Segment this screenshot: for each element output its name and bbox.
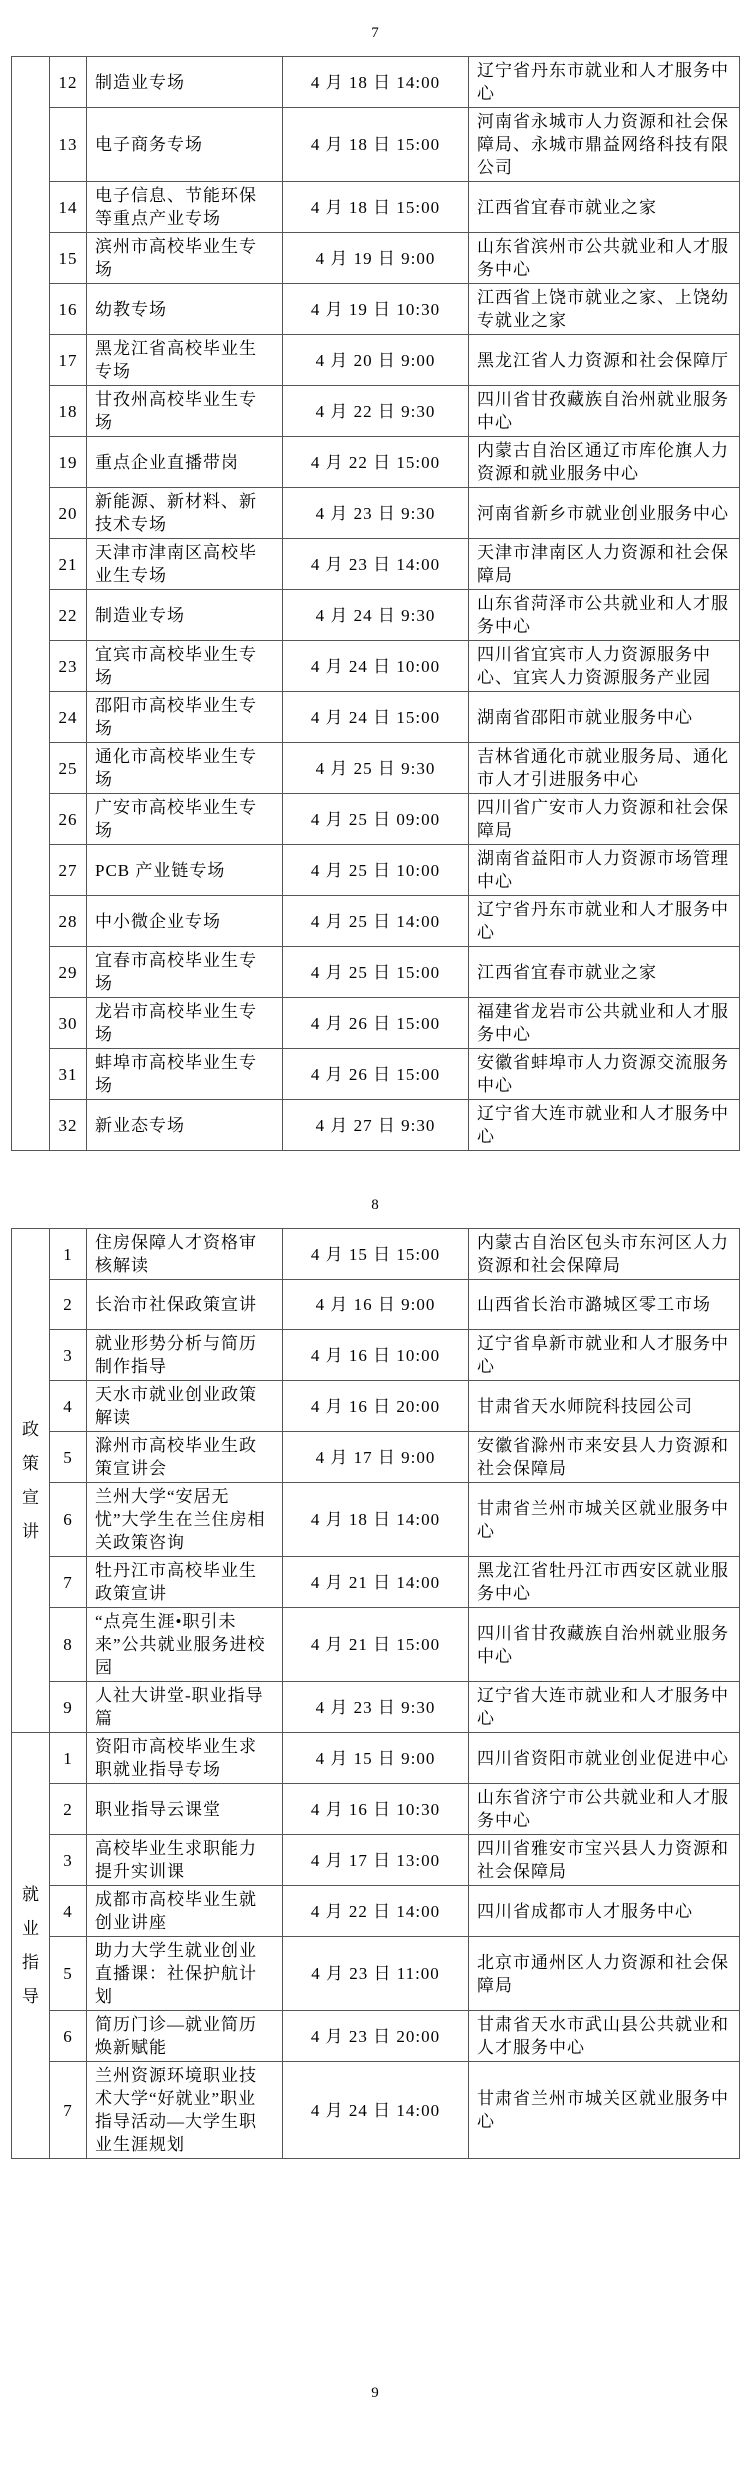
table-row	[12, 386, 740, 437]
table-row	[12, 590, 740, 641]
date-time-cell: 4 月 22 日 9:30	[283, 386, 469, 437]
table-row	[12, 896, 740, 947]
date-time-cell: 4 月 18 日 15:00	[283, 182, 469, 233]
page-number-8: 8	[371, 1197, 379, 1213]
table-row	[12, 108, 740, 182]
row-number-cell: 18	[50, 386, 87, 437]
activity-name-cell: 黑龙江省高校毕业生专场	[87, 335, 283, 386]
row-number-cell: 19	[50, 437, 87, 488]
organizer-cell: 山东省滨州市公共就业和人才服务中心	[469, 233, 740, 284]
date-time-cell: 4 月 24 日 10:00	[283, 641, 469, 692]
table-row	[12, 1733, 740, 1784]
date-time-cell: 4 月 24 日 14:00	[283, 2062, 469, 2159]
date-time-cell: 4 月 19 日 9:00	[283, 233, 469, 284]
activity-name-cell: 住房保障人才资格审核解读	[87, 1229, 283, 1280]
date-time-cell: 4 月 24 日 9:30	[283, 590, 469, 641]
table-row	[12, 998, 740, 1049]
date-time-cell: 4 月 21 日 15:00	[283, 1608, 469, 1682]
row-number-cell: 23	[50, 641, 87, 692]
organizer-cell: 北京市通州区人力资源和社会保障局	[469, 1937, 740, 2011]
row-number-cell: 15	[50, 233, 87, 284]
activity-name-cell: 资阳市高校毕业生求职就业指导专场	[87, 1733, 283, 1784]
date-time-cell: 4 月 26 日 15:00	[283, 1049, 469, 1100]
date-time-cell: 4 月 18 日 15:00	[283, 108, 469, 182]
table-row	[12, 1330, 740, 1381]
organizer-cell: 黑龙江省牡丹江市西安区就业服务中心	[469, 1557, 740, 1608]
table-row	[12, 1608, 740, 1682]
table-row	[12, 233, 740, 284]
date-time-cell: 4 月 26 日 15:00	[283, 998, 469, 1049]
date-time-cell: 4 月 16 日 9:00	[283, 1280, 469, 1330]
row-number-cell: 27	[50, 845, 87, 896]
date-time-cell: 4 月 23 日 9:30	[283, 488, 469, 539]
activity-name-cell: 高校毕业生求职能力提升实训课	[87, 1835, 283, 1886]
activity-name-cell: 制造业专场	[87, 57, 283, 108]
row-number-cell: 7	[50, 2062, 87, 2159]
table-row	[12, 1432, 740, 1483]
row-number-cell: 3	[50, 1330, 87, 1381]
organizer-cell: 内蒙古自治区包头市东河区人力资源和社会保障局	[469, 1229, 740, 1280]
table-row	[12, 488, 740, 539]
row-number-cell: 2	[50, 1280, 87, 1330]
date-time-cell: 4 月 25 日 9:30	[283, 743, 469, 794]
activity-name-cell: 滨州市高校毕业生专场	[87, 233, 283, 284]
table-row	[12, 1280, 740, 1330]
activity-name-cell: 成都市高校毕业生就创业讲座	[87, 1886, 283, 1937]
organizer-cell: 吉林省通化市就业服务局、通化市人才引进服务中心	[469, 743, 740, 794]
job-fair-table	[11, 56, 740, 1151]
row-number-cell: 1	[50, 1733, 87, 1784]
date-time-cell: 4 月 23 日 20:00	[283, 2011, 469, 2062]
date-time-cell: 4 月 25 日 14:00	[283, 896, 469, 947]
date-time-cell: 4 月 16 日 10:30	[283, 1784, 469, 1835]
row-number-cell: 4	[50, 1381, 87, 1432]
activity-name-cell: 电子商务专场	[87, 108, 283, 182]
organizer-cell: 四川省广安市人力资源和社会保障局	[469, 794, 740, 845]
date-time-cell: 4 月 24 日 15:00	[283, 692, 469, 743]
row-number-cell: 6	[50, 1483, 87, 1557]
table-row	[12, 57, 740, 108]
organizer-cell: 江西省上饶市就业之家、上饶幼专就业之家	[469, 284, 740, 335]
activity-name-cell: 兰州资源环境职业技术大学“好就业”职业指导活动—大学生职业生涯规划	[87, 2062, 283, 2159]
organizer-cell: 福建省龙岩市公共就业和人才服务中心	[469, 998, 740, 1049]
activity-name-cell: 龙岩市高校毕业生专场	[87, 998, 283, 1049]
table-row	[12, 437, 740, 488]
row-number-cell: 21	[50, 539, 87, 590]
organizer-cell: 安徽省滁州市来安县人力资源和社会保障局	[469, 1432, 740, 1483]
activity-name-cell: 宜春市高校毕业生专场	[87, 947, 283, 998]
row-number-cell: 20	[50, 488, 87, 539]
date-time-cell: 4 月 25 日 10:00	[283, 845, 469, 896]
organizer-cell: 辽宁省丹东市就业和人才服务中心	[469, 57, 740, 108]
table-row	[12, 1784, 740, 1835]
organizer-cell: 河南省永城市人力资源和社会保障局、永城市鼎益网络科技有限公司	[469, 108, 740, 182]
date-time-cell: 4 月 15 日 15:00	[283, 1229, 469, 1280]
date-time-cell: 4 月 15 日 9:00	[283, 1733, 469, 1784]
table-row	[12, 1381, 740, 1432]
row-number-cell: 3	[50, 1835, 87, 1886]
date-time-cell: 4 月 25 日 15:00	[283, 947, 469, 998]
organizer-cell: 辽宁省大连市就业和人才服务中心	[469, 1100, 740, 1151]
organizer-cell: 辽宁省阜新市就业和人才服务中心	[469, 1330, 740, 1381]
date-time-cell: 4 月 22 日 14:00	[283, 1886, 469, 1937]
row-number-cell: 17	[50, 335, 87, 386]
activity-name-cell: 幼教专场	[87, 284, 283, 335]
organizer-cell: 辽宁省丹东市就业和人才服务中心	[469, 896, 740, 947]
date-time-cell: 4 月 17 日 9:00	[283, 1432, 469, 1483]
organizer-cell: 河南省新乡市就业创业服务中心	[469, 488, 740, 539]
date-time-cell: 4 月 17 日 13:00	[283, 1835, 469, 1886]
policy-guidance-table	[11, 1228, 740, 2159]
row-number-cell: 31	[50, 1049, 87, 1100]
row-number-cell: 13	[50, 108, 87, 182]
table-row	[12, 1682, 740, 1733]
row-number-cell: 32	[50, 1100, 87, 1151]
date-time-cell: 4 月 19 日 10:30	[283, 284, 469, 335]
date-time-cell: 4 月 18 日 14:00	[283, 1483, 469, 1557]
table-row	[12, 182, 740, 233]
organizer-cell: 黑龙江省人力资源和社会保障厅	[469, 335, 740, 386]
page-number-9: 9	[371, 2385, 379, 2401]
row-number-cell: 12	[50, 57, 87, 108]
organizer-cell: 四川省甘孜藏族自治州就业服务中心	[469, 386, 740, 437]
row-number-cell: 26	[50, 794, 87, 845]
organizer-cell: 甘肃省天水师院科技园公司	[469, 1381, 740, 1432]
activity-name-cell: 牡丹江市高校毕业生政策宣讲	[87, 1557, 283, 1608]
table-row	[12, 947, 740, 998]
date-time-cell: 4 月 23 日 11:00	[283, 1937, 469, 2011]
activity-name-cell: 广安市高校毕业生专场	[87, 794, 283, 845]
date-time-cell: 4 月 27 日 9:30	[283, 1100, 469, 1151]
date-time-cell: 4 月 18 日 14:00	[283, 57, 469, 108]
date-time-cell: 4 月 16 日 20:00	[283, 1381, 469, 1432]
organizer-cell: 山西省长治市潞城区零工市场	[469, 1280, 740, 1330]
row-number-cell: 14	[50, 182, 87, 233]
date-time-cell: 4 月 23 日 14:00	[283, 539, 469, 590]
table-row	[12, 845, 740, 896]
row-number-cell: 16	[50, 284, 87, 335]
row-number-cell: 9	[50, 1682, 87, 1733]
table-row	[12, 1483, 740, 1557]
organizer-cell: 甘肃省兰州市城关区就业服务中心	[469, 2062, 740, 2159]
activity-name-cell: 中小微企业专场	[87, 896, 283, 947]
organizer-cell: 四川省资阳市就业创业促进中心	[469, 1733, 740, 1784]
table-row	[12, 2062, 740, 2159]
organizer-cell: 甘肃省天水市武山县公共就业和人才服务中心	[469, 2011, 740, 2062]
table-row	[12, 335, 740, 386]
category-cell	[12, 1229, 50, 1733]
activity-name-cell: 新业态专场	[87, 1100, 283, 1151]
table-row	[12, 794, 740, 845]
activity-name-cell: 兰州大学“安居无忧”大学生在兰住房相关政策咨询	[87, 1483, 283, 1557]
organizer-cell: 辽宁省大连市就业和人才服务中心	[469, 1682, 740, 1733]
organizer-cell: 安徽省蚌埠市人力资源交流服务中心	[469, 1049, 740, 1100]
row-number-cell: 24	[50, 692, 87, 743]
row-number-cell: 8	[50, 1608, 87, 1682]
activity-name-cell: 天津市津南区高校毕业生专场	[87, 539, 283, 590]
row-number-cell: 28	[50, 896, 87, 947]
activity-name-cell: 甘孜州高校毕业生专场	[87, 386, 283, 437]
activity-name-cell: 宜宾市高校毕业生专场	[87, 641, 283, 692]
row-number-cell: 25	[50, 743, 87, 794]
activity-name-cell: 蚌埠市高校毕业生专场	[87, 1049, 283, 1100]
activity-name-cell: 新能源、新材料、新技术专场	[87, 488, 283, 539]
row-number-cell: 22	[50, 590, 87, 641]
organizer-cell: 山东省济宁市公共就业和人才服务中心	[469, 1784, 740, 1835]
date-time-cell: 4 月 22 日 15:00	[283, 437, 469, 488]
organizer-cell: 四川省甘孜藏族自治州就业服务中心	[469, 1608, 740, 1682]
table-row	[12, 1835, 740, 1886]
organizer-cell: 山东省菏泽市公共就业和人才服务中心	[469, 590, 740, 641]
activity-name-cell: “点亮生涯•职引未来”公共就业服务进校园	[87, 1608, 283, 1682]
table-row	[12, 1886, 740, 1937]
row-number-cell: 5	[50, 1432, 87, 1483]
organizer-cell: 四川省宜宾市人力资源服务中心、宜宾人力资源服务产业园	[469, 641, 740, 692]
table-row	[12, 692, 740, 743]
organizer-cell: 湖南省邵阳市就业服务中心	[469, 692, 740, 743]
date-time-cell: 4 月 23 日 9:30	[283, 1682, 469, 1733]
table-row	[12, 1557, 740, 1608]
category-vertical-label: 政策宣讲	[22, 1419, 39, 1541]
organizer-cell: 湖南省益阳市人力资源市场管理中心	[469, 845, 740, 896]
activity-name-cell: 通化市高校毕业生专场	[87, 743, 283, 794]
row-number-cell: 4	[50, 1886, 87, 1937]
row-number-cell: 29	[50, 947, 87, 998]
activity-name-cell: 制造业专场	[87, 590, 283, 641]
row-number-cell: 7	[50, 1557, 87, 1608]
table-row	[12, 1937, 740, 2011]
page-number-7: 7	[371, 25, 379, 41]
organizer-cell: 天津市津南区人力资源和社会保障局	[469, 539, 740, 590]
table-row	[12, 1229, 740, 1280]
activity-name-cell: 助力大学生就业创业直播课：社保护航计划	[87, 1937, 283, 2011]
row-number-cell: 1	[50, 1229, 87, 1280]
activity-name-cell: 电子信息、节能环保等重点产业专场	[87, 182, 283, 233]
date-time-cell: 4 月 25 日 09:00	[283, 794, 469, 845]
activity-name-cell: 天水市就业创业政策解读	[87, 1381, 283, 1432]
row-number-cell: 2	[50, 1784, 87, 1835]
row-number-cell: 30	[50, 998, 87, 1049]
category-cell	[12, 57, 50, 1151]
table-row	[12, 641, 740, 692]
table-row	[12, 2011, 740, 2062]
category-cell	[12, 1733, 50, 2159]
table-row	[12, 284, 740, 335]
organizer-cell: 内蒙古自治区通辽市库伦旗人力资源和就业服务中心	[469, 437, 740, 488]
date-time-cell: 4 月 20 日 9:00	[283, 335, 469, 386]
activity-name-cell: 长治市社保政策宣讲	[87, 1280, 283, 1330]
category-vertical-label: 就业指导	[22, 1884, 39, 2006]
organizer-cell: 江西省宜春市就业之家	[469, 182, 740, 233]
activity-name-cell: PCB 产业链专场	[87, 845, 283, 896]
activity-name-cell: 职业指导云课堂	[87, 1784, 283, 1835]
activity-name-cell: 滁州市高校毕业生政策宣讲会	[87, 1432, 283, 1483]
activity-name-cell: 人社大讲堂-职业指导篇	[87, 1682, 283, 1733]
row-number-cell: 5	[50, 1937, 87, 2011]
date-time-cell: 4 月 21 日 14:00	[283, 1557, 469, 1608]
organizer-cell: 甘肃省兰州市城关区就业服务中心	[469, 1483, 740, 1557]
activity-name-cell: 邵阳市高校毕业生专场	[87, 692, 283, 743]
organizer-cell: 江西省宜春市就业之家	[469, 947, 740, 998]
activity-name-cell: 就业形势分析与简历制作指导	[87, 1330, 283, 1381]
table-row	[12, 539, 740, 590]
organizer-cell: 四川省成都市人才服务中心	[469, 1886, 740, 1937]
row-number-cell: 6	[50, 2011, 87, 2062]
organizer-cell: 四川省雅安市宝兴县人力资源和社会保障局	[469, 1835, 740, 1886]
activity-name-cell: 简历门诊—就业简历焕新赋能	[87, 2011, 283, 2062]
table-row	[12, 1100, 740, 1151]
date-time-cell: 4 月 16 日 10:00	[283, 1330, 469, 1381]
table-row	[12, 1049, 740, 1100]
table-row	[12, 743, 740, 794]
activity-name-cell: 重点企业直播带岗	[87, 437, 283, 488]
